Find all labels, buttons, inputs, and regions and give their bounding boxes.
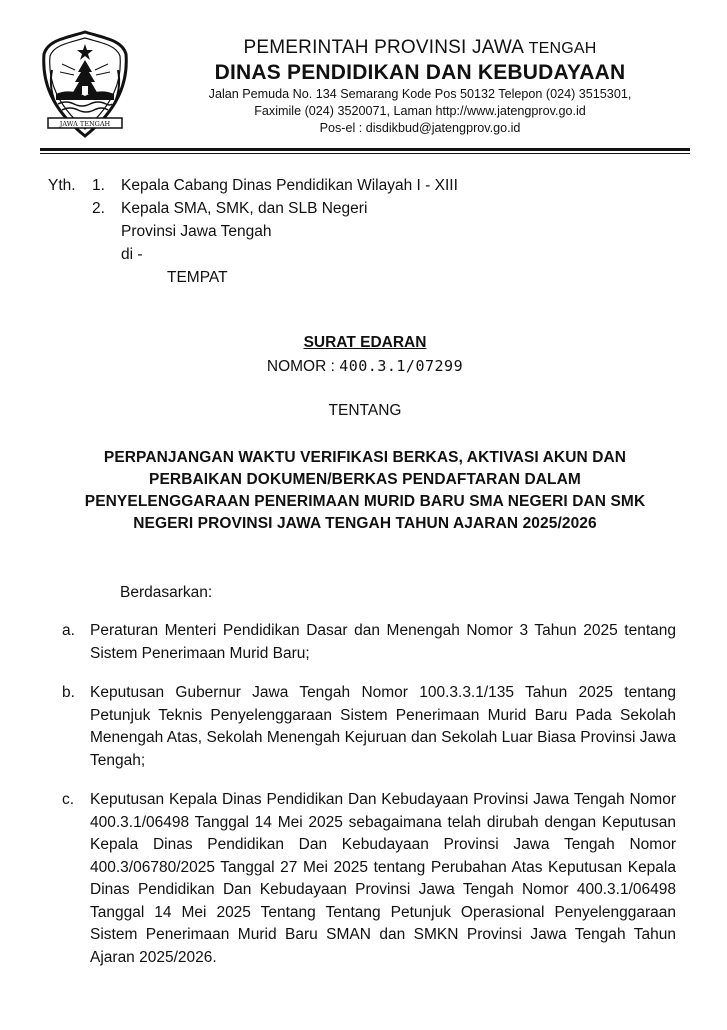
letterhead-divider-thin: [40, 153, 690, 154]
recipient-tempat: TEMPAT: [167, 269, 228, 286]
recipient-line: [48, 174, 458, 197]
list-item: [62, 620, 676, 665]
item-text: Keputusan Kepala Dinas Pendidikan Dan Kebudayaan Provinsi Jawa Tengah Nomor 400.3.1/06498 Tanggal 14 Mei 2025 sebagaimana telah dirubah dengan Keputusan Kepala Dinas Pendidikan Dan Kebudayaan Provinsi Jawa Tengah Nomor 400.3/06780/2025 Tanggal 27 Mei 2025 tentang Perubahan Atas Keputusan Kepala Dinas Pendidikan Dan Kebudayaan Provinsi Jawa Tengah Nomor 400.3.1/06498 Tanggal 14 Mei 2025 Tentang Tentang Petunjuk Operasional Penyelenggaraan Sistem Penerimaan Murid Baru SMAN dan SMKN Provinsi Jawa Tengah Tahun Ajaran 2025/2026.: [90, 791, 676, 966]
recipient-text: Kepala SMA, SMK, dan SLB Negeri: [121, 200, 368, 217]
yth-label: Yth.: [48, 177, 76, 194]
agency-name: DINAS PENDIDIKAN DAN KEBUDAYAAN: [214, 61, 626, 84]
recipient-text: Kepala Cabang Dinas Pendidikan Wilayah I - XIII: [121, 177, 458, 194]
item-letter: b.: [62, 684, 75, 701]
agency-contact: Faximile (024) 3520071, Laman http://www.jatengprov.go.id: [254, 104, 586, 118]
circular-title: SURAT EDARAN: [303, 334, 427, 351]
circular-number-label: NOMOR :: [266, 358, 340, 375]
circular-tentang: TENTANG: [328, 402, 402, 419]
agency-email: Pos-el : disdikbud@jatengprov.go.id: [319, 121, 521, 135]
recipient-province: Provinsi Jawa Tengah: [121, 223, 272, 240]
intro-text: Berdasarkan:: [120, 584, 213, 601]
circular-subject: [40, 447, 690, 535]
recipient-di: di -: [121, 246, 143, 263]
recipient-block: [48, 174, 458, 289]
item-text: Keputusan Gubernur Jawa Tengah Nomor 100.3.3.1/135 Tahun 2025 tentang Petunjuk Teknis Penyelenggaraan Sistem Penerimaan Murid Baru Pada Sekolah Menengah Atas, Sekolah Menengah Kejuruan dan Sekolah Luar Biasa Provinsi Jawa Tengah;: [90, 684, 676, 769]
item-letter: c.: [62, 791, 75, 808]
letterhead: [0, 0, 727, 150]
recipient-number: 1.: [92, 177, 105, 194]
letterhead-divider-thick: [40, 148, 690, 151]
subject-line: PERPANJANGAN WAKTU VERIFIKASI BERKAS, AKTIVASI AKUN DAN: [103, 449, 627, 466]
recipient-line: [48, 197, 458, 220]
recipient-number: 2.: [92, 200, 105, 217]
government-name: PEMERINTAH PROVINSI JAWA TENGAH: [243, 37, 597, 58]
circular-number-value: 400.3.1/07299: [339, 357, 464, 375]
subject-line: PERBAIKAN DOKUMEN/BERKAS PENDAFTARAN DALAM: [149, 471, 581, 488]
list-item: [62, 789, 676, 969]
letterhead-text: [150, 36, 690, 137]
item-letter: a.: [62, 622, 75, 639]
subject-line: NEGERI PROVINSI JAWA TENGAH TAHUN AJARAN 2025/2026: [133, 515, 597, 532]
agency-address: Jalan Pemuda No. 134 Semarang Kode Pos 50132 Telepon (024) 3515301,: [208, 87, 632, 101]
list-item: [62, 682, 676, 772]
jawa-tengah-emblem-icon: [42, 30, 128, 138]
circular-number: [40, 357, 690, 376]
item-text: Peraturan Menteri Pendidikan Dasar dan Menengah Nomor 3 Tahun 2025 tentang Sistem Penerimaan Murid Baru;: [90, 622, 676, 662]
emblem-ribbon-text: JAWA TENGAH: [59, 120, 111, 128]
subject-line: PENYELENGGARAAN PENERIMAAN MURID BARU SMA NEGERI DAN SMK: [84, 493, 646, 510]
legal-basis-list: [62, 620, 676, 986]
